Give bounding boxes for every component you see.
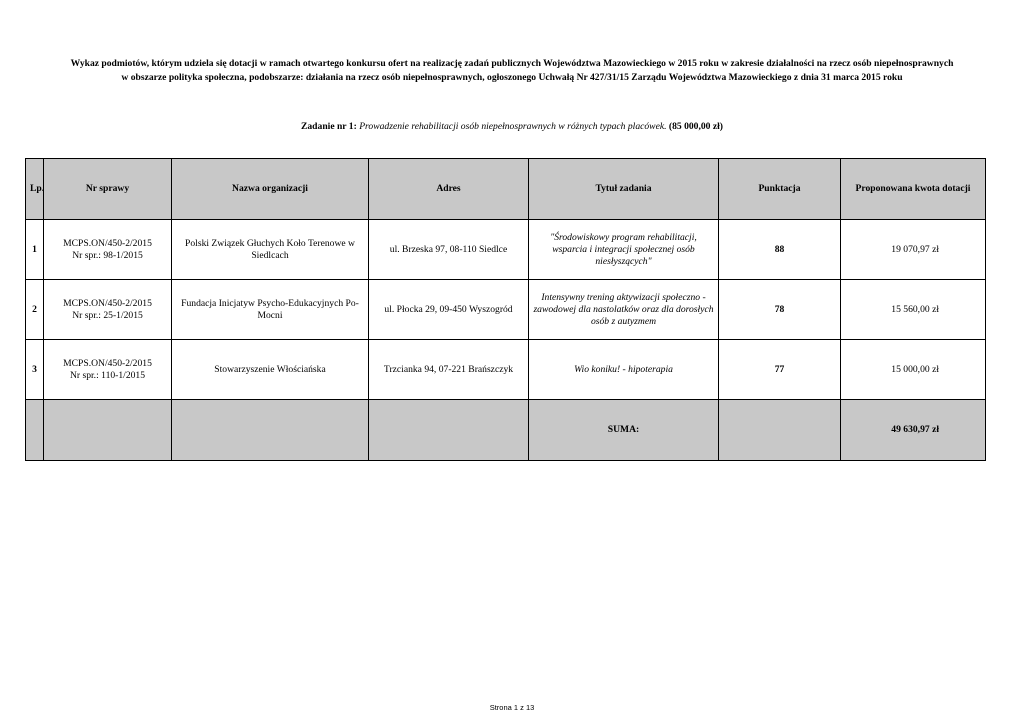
grants-table: [25, 158, 986, 461]
sum-empty-cell: [719, 400, 841, 461]
row-score: 78: [719, 280, 841, 340]
row-address: ul. Brzeska 97, 08-110 Siedlce: [369, 220, 529, 280]
sum-amount: 49 630,97 zł: [841, 400, 986, 461]
row-address: Trzcianka 94, 07-221 Brańszczyk: [369, 340, 529, 400]
header-amount: Proponowana kwota dotacji: [841, 159, 986, 220]
case-ref: Nr spr.: 110-1/2015: [69, 369, 146, 381]
task-description: Prowadzenie rehabilitacji osób niepełnosprawnych w różnych typach placówek.: [359, 121, 667, 132]
sum-empty-cell: [172, 400, 369, 461]
row-lp: 1: [26, 220, 44, 280]
row-amount: 15 560,00 zł: [841, 280, 986, 340]
row-lp: 3: [26, 340, 44, 400]
case-no: MCPS.ON/450-2/2015: [63, 357, 152, 369]
task-amount: (85 000,00 zł): [668, 121, 723, 132]
header-case-no: Nr sprawy: [44, 159, 172, 220]
row-case-no: [44, 280, 172, 340]
row-address: ul. Płocka 29, 09-450 Wyszogród: [369, 280, 529, 340]
header-score: Punktacja: [719, 159, 841, 220]
table-row: [26, 220, 986, 280]
row-org: Polski Związek Głuchych Koło Terenowe w Siedlcach: [172, 220, 369, 280]
task-label: Zadanie nr 1:: [300, 121, 357, 132]
row-title: "Środowiskowy program rehabilitacji, wsparcia i integracji społecznej osób niesłyszących": [529, 220, 719, 280]
table-header-row: [26, 159, 986, 220]
case-ref: Nr spr.: 98-1/2015: [72, 249, 143, 261]
sum-empty-cell: [44, 400, 172, 461]
header-address: Adres: [369, 159, 529, 220]
case-no: MCPS.ON/450-2/2015: [63, 297, 152, 309]
row-case-no: [44, 340, 172, 400]
task-heading: [20, 121, 1004, 133]
row-org: Stowarzyszenie Włościańska: [172, 340, 369, 400]
page-number: Strona 1 z 13: [489, 703, 535, 712]
sum-row: [26, 400, 986, 461]
header-org: Nazwa organizacji: [172, 159, 369, 220]
header-line-1: Wykaz podmiotów, którym udziela się dotacji w ramach otwartego konkursu ofert na realizację zadań publicznych Województwa Mazowieckiego w 2015 roku w zakresie działalności na rzecz osób niepełnosprawnych: [70, 58, 954, 69]
row-score: 88: [719, 220, 841, 280]
sum-empty-cell: [369, 400, 529, 461]
header-title: Tytuł zadania: [529, 159, 719, 220]
sum-empty-cell: [26, 400, 44, 461]
row-org: Fundacja Inicjatyw Psycho-Edukacyjnych Po-Mocni: [172, 280, 369, 340]
header-lp: Lp.: [26, 159, 44, 220]
document-header: [20, 57, 1004, 85]
row-score: 77: [719, 340, 841, 400]
case-no: MCPS.ON/450-2/2015: [63, 237, 152, 249]
row-amount: 19 070,97 zł: [841, 220, 986, 280]
case-ref: Nr spr.: 25-1/2015: [72, 309, 143, 321]
row-amount: 15 000,00 zł: [841, 340, 986, 400]
table-row: [26, 280, 986, 340]
row-title: Wio koniku! - hipoterapia: [529, 340, 719, 400]
table-row: [26, 340, 986, 400]
row-case-no: [44, 220, 172, 280]
row-title: Intensywny trening aktywizacji społeczno - zawodowej dla nastolatków oraz dla dorosłych osób z autyzmem: [529, 280, 719, 340]
row-lp: 2: [26, 280, 44, 340]
sum-label: SUMA:: [529, 400, 719, 461]
header-line-2: w obszarze polityka społeczna, podobszarze: działania na rzecz osób niepełnosprawnych, ogłoszonego Uchwałą Nr 427/31/15 Zarządu Województwa Mazowieckiego z dnia 31 marca 2015 roku: [121, 72, 903, 83]
